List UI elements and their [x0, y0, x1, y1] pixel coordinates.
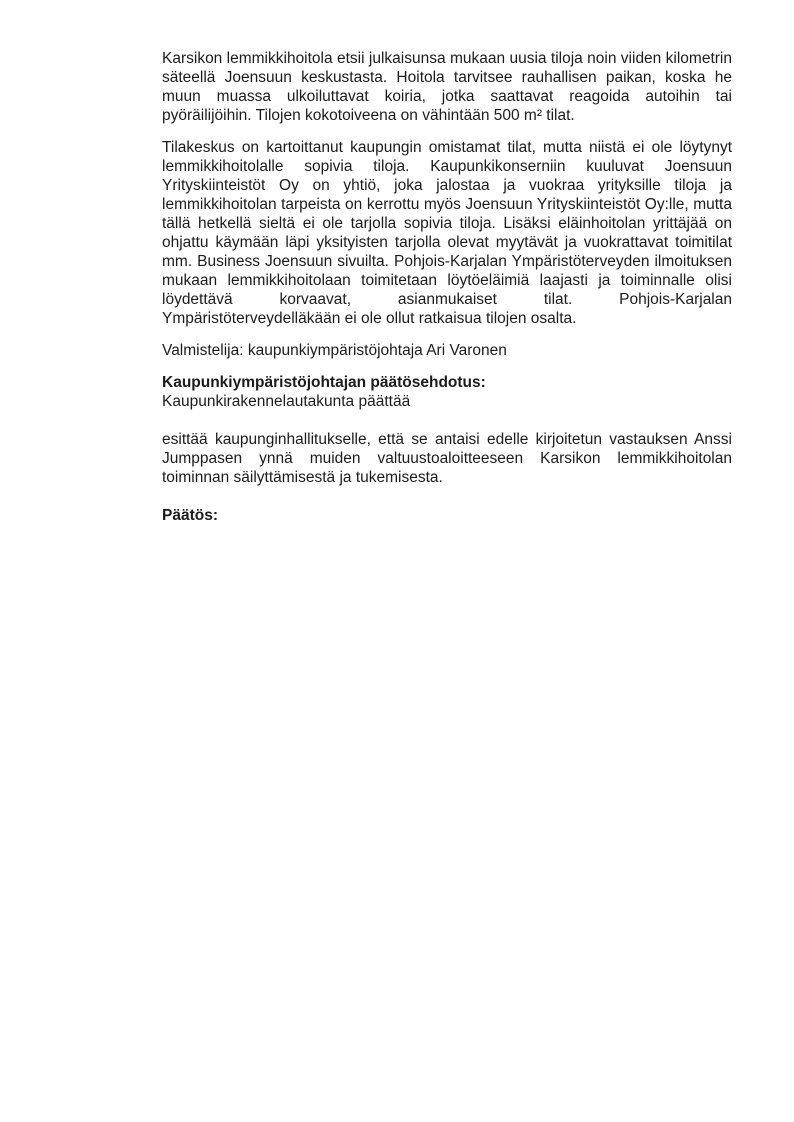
decision-heading: Päätös: [162, 507, 218, 524]
proposal-heading-block [162, 373, 732, 411]
proposal-heading: Kaupunkiympäristöjohtajan päätösehdotus: [162, 374, 486, 391]
preparer-line: Valmistelija: kaupunkiympäristöjohtaja Ari Varonen [162, 342, 507, 359]
document-body [162, 49, 732, 525]
paragraph-premises: Tilakeskus on kartoittanut kaupungin omistamat tilat, mutta niistä ei ole löytynyt lemmikkihoitolalle sopivia tiloja. Kaupunkikonserniin kuuluvat Joensuun Yrityskiinteistöt Oy on yhtiö, joka jalostaa ja vuokraa yrityksille tiloja ja lemmikkihoitolan tarpeista on kerrottu myös Joensuun Yrityskiinteistöt Oy:lle, mutta tällä hetkellä sieltä ei ole tarjolla sopivia tiloja. Lisäksi eläinhoitolan yrittäjää on ohjattu käymään läpi yksityisten tarjolla olevat myytävät ja vuokrattavat toimitilat mm. Business Joensuun sivuilta. Pohjois-Karjalan Ympäristöterveyden ilmoituksen mukaan lemmikkihoitolaan toimitetaan löytöeläimiä laajasti ja toiminnalle olisi löydettävä korvaavat, asianmukaiset tilat. Pohjois-Karjalan Ympäristöterveydelläkään ei ole ollut ratkaisua tilojen osalta. [162, 139, 732, 327]
paragraph-intro: Karsikon lemmikkihoitola etsii julkaisunsa mukaan uusia tiloja noin viiden kilometrin säteellä Joensuun keskustasta. Hoitola tarvitsee rauhallisen paikan, koska he muun muassa ulkoiluttavat koiria, jotka saattavat reagoida autoihin tai pyöräilijöihin. Tilojen kokotoiveena on vähintään 500 m² tilat. [162, 50, 732, 124]
board-decides-line: Kaupunkirakennelautakunta päättää [162, 393, 411, 410]
paragraph-proposal-body: esittää kaupunginhallitukselle, että se antaisi edelle kirjoitetun vastauksen Anssi Jumppasen ynnä muiden valtuustoaloitteeseen Karsikon lemmikkihoitolan toiminnan säilyttämisestä ja tukemisesta. [162, 431, 732, 486]
